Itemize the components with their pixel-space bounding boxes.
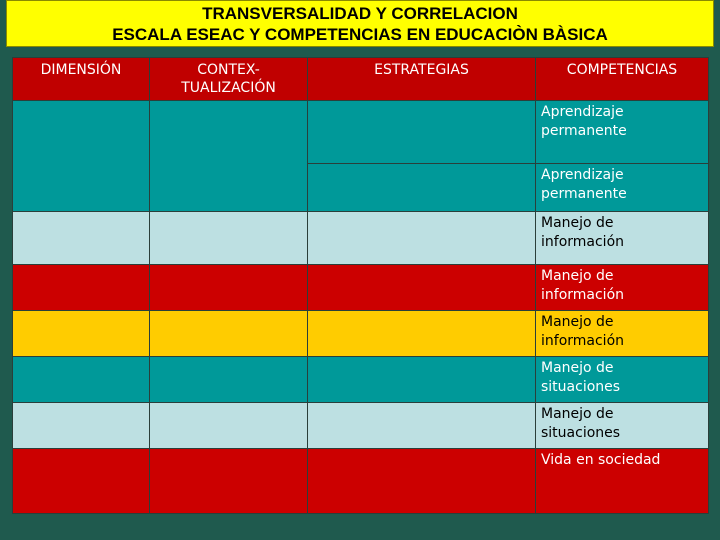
- table-row: [13, 212, 709, 265]
- competencia-cell: Aprendizaje permanente: [536, 164, 709, 212]
- table-row: [13, 357, 709, 403]
- table-row: [13, 265, 709, 311]
- header-estrategias: ESTRATEGIAS: [308, 58, 536, 101]
- competencia-cell: Manejo de información: [536, 265, 709, 311]
- table-row: [13, 101, 709, 164]
- competencia-cell: Vida en sociedad: [536, 449, 709, 514]
- dimension-cell: [13, 311, 150, 357]
- contextualizacion-cell: [150, 403, 308, 449]
- competencia-cell: Manejo de información: [536, 212, 709, 265]
- header-competencias: COMPETENCIAS: [536, 58, 709, 101]
- estrategias-cell: [308, 101, 536, 164]
- header-contextualizacion: CONTEX- TUALIZACIÓN: [150, 58, 308, 101]
- estrategias-cell: [308, 164, 536, 212]
- dimension-cell: [13, 212, 150, 265]
- estrategias-cell: [308, 357, 536, 403]
- contextualizacion-cell: [150, 212, 308, 265]
- table-row: [13, 403, 709, 449]
- estrategias-cell: [308, 212, 536, 265]
- dimension-cell: [13, 449, 150, 514]
- table-row: [13, 311, 709, 357]
- estrategias-cell: [308, 403, 536, 449]
- title-line-2: ESCALA ESEAC Y COMPETENCIAS EN EDUCACIÒN BÀSICA: [112, 25, 608, 44]
- header-row: [13, 58, 709, 101]
- estrategias-cell: [308, 449, 536, 514]
- table-row: [13, 449, 709, 514]
- title-line-1: TRANSVERSALIDAD Y CORRELACION: [202, 4, 518, 23]
- competencia-cell: Aprendizaje permanente: [536, 101, 709, 164]
- contextualizacion-cell: [150, 311, 308, 357]
- estrategias-cell: [308, 311, 536, 357]
- competencia-cell: Manejo de situaciones: [536, 403, 709, 449]
- dimension-cell: [13, 357, 150, 403]
- competencia-cell: Manejo de situaciones: [536, 357, 709, 403]
- slide-title: [6, 0, 714, 47]
- dimension-cell: [13, 403, 150, 449]
- correlation-table: [12, 57, 709, 514]
- header-dimension: DIMENSIÓN: [13, 58, 150, 101]
- estrategias-cell: [308, 265, 536, 311]
- contextualizacion-cell: [150, 357, 308, 403]
- contextualizacion-cell: [150, 449, 308, 514]
- dimension-cell: [13, 265, 150, 311]
- contextualizacion-cell: [150, 101, 308, 212]
- contextualizacion-cell: [150, 265, 308, 311]
- competencia-cell: Manejo de información: [536, 311, 709, 357]
- dimension-cell: [13, 101, 150, 212]
